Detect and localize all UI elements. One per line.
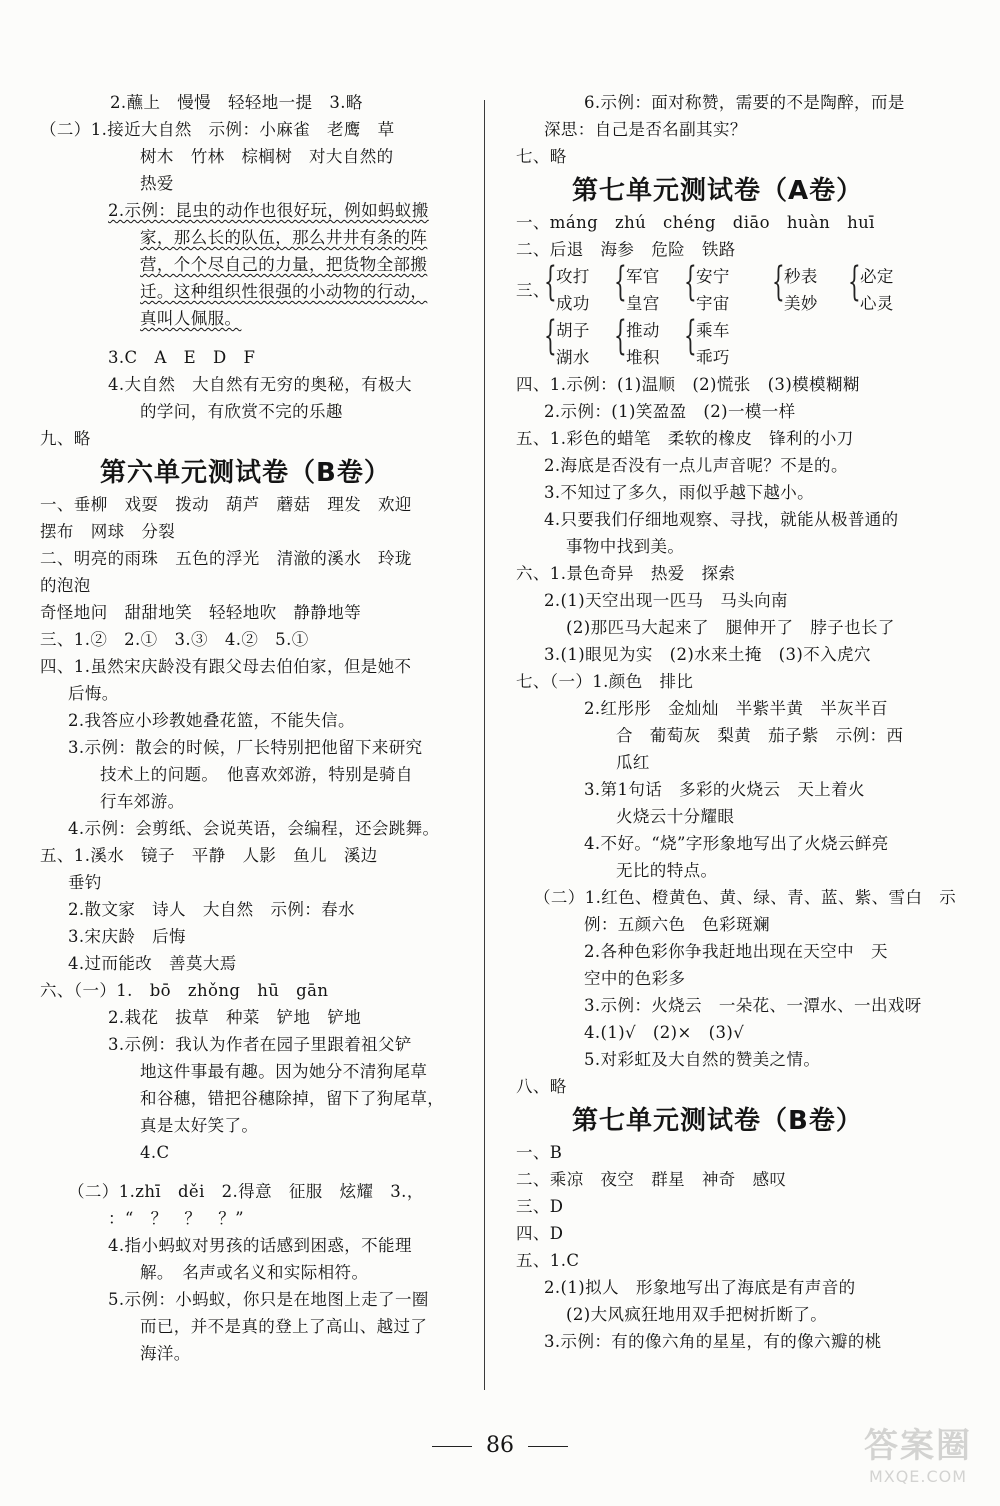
answer-line: 安宁 (696, 267, 730, 286)
answer-line: （二）1.接近大自然 示例：小麻雀 老鹰 草 (40, 120, 395, 139)
answer-line: 而已，并不是真的登上了高山、越过了 (140, 1317, 428, 1336)
answer-line: 一、垂柳 戏耍 拨动 葫芦 蘑菇 理发 欢迎 (40, 495, 412, 514)
answer-line: 技术上的问题。 他喜欢郊游，特别是骑自 (100, 765, 413, 784)
answer-line: 4.大自然 大自然有无穷的奥秘，有极大 (108, 375, 412, 394)
answer-line: 军官 (626, 267, 660, 286)
answer-line: 3.示例：火烧云 一朵花、一潭水、一出戏呀 (584, 996, 922, 1015)
answer-line: 五、1.溪水 镜子 平静 人影 鱼儿 溪边 (40, 846, 378, 865)
answer-line: 垂钓 (68, 873, 102, 892)
answer-line: 合 葡萄灰 梨黄 茄子紫 示例：西 (616, 726, 904, 745)
page-number-text: 86 (486, 1433, 514, 1458)
watermark-line1: 答案圈 (864, 1426, 972, 1466)
answer-line: 无比的特点。 (616, 861, 718, 880)
watermark-logo (848, 1418, 988, 1498)
answer-line: 2.(1)天空出现一匹马 马头向南 (544, 591, 788, 610)
answer-line: 三、1.② 2.① 3.③ 4.② 5.① (40, 630, 309, 649)
answer-line: 皇宫 (626, 294, 660, 313)
answer-line: 事物中找到美。 (566, 537, 685, 556)
answer-line: 胡子 (556, 321, 590, 340)
answer-line: 4.不好。“烧”字形象地写出了火烧云鲜亮 (584, 834, 889, 853)
answer-line: 2.我答应小珍教她叠花篮，不能失信。 (68, 711, 355, 730)
brace-mark: { (684, 259, 697, 305)
answer-line: 二、乘凉 夜空 群星 神奇 感叹 (516, 1170, 787, 1189)
answer-line: ：“ ？ ？ ？” (108, 1209, 244, 1228)
answer-line: 七、（一）1.颜色 排比 (516, 672, 694, 691)
answer-line: 成功 (556, 294, 590, 313)
answer-line: 美妙 (784, 294, 818, 313)
answer-line: 2.(1)拟人 形象地写出了海底是有声音的 (544, 1278, 856, 1297)
answer-line: 3.不知过了多久，雨似乎越下越小。 (544, 483, 815, 502)
answer-line: 4.指小蚂蚁对男孩的话感到困惑，不能理 (108, 1236, 412, 1255)
answer-line: 真是太好笑了。 (140, 1116, 259, 1135)
answer-line: 2.蘸上 慢慢 轻轻地一提 3.略 (110, 93, 363, 112)
answer-line: 海洋。 (140, 1344, 191, 1363)
brace-mark: { (614, 313, 627, 359)
answer-line: 例：五颜六色 色彩斑斓 (584, 915, 770, 934)
answer-line: 真叫人佩服。 (140, 309, 242, 328)
dash-left (432, 1446, 472, 1447)
brace-mark: { (772, 259, 785, 305)
answer-line: 的学问，有欣赏不完的乐趣 (140, 402, 343, 421)
answer-line: 4.过而能改 善莫大焉 (68, 954, 237, 973)
answer-line: 地这件事最有趣。因为她分不清狗尾草 (140, 1062, 428, 1081)
answer-line: 4.(1)√ (2)× (3)√ (584, 1023, 745, 1042)
answer-line: 五、1.彩色的蜡笔 柔软的橡皮 锋利的小刀 (516, 429, 854, 448)
answer-line: 5.示例：小蚂蚁，你只是在地图上走了一圈 (108, 1290, 429, 1309)
answer-line: 一、B (516, 1143, 563, 1162)
answer-line: 湖水 (556, 348, 590, 367)
answer-line: 和谷穗，错把谷穗除掉，留下了狗尾草， (140, 1089, 445, 1108)
answer-line: 2.红彤彤 金灿灿 半紫半黄 半灰半百 (584, 699, 888, 718)
brace-mark: { (614, 259, 627, 305)
answer-line: 必定 (860, 267, 894, 286)
answer-line: 迁。这种组织性很强的小动物的行动， (140, 282, 428, 301)
answer-line: 热爱 (140, 174, 174, 193)
answer-line: 空中的色彩多 (584, 969, 686, 988)
answer-line: 七、略 (516, 147, 567, 166)
section-title: 第六单元测试卷（B卷） (100, 458, 391, 488)
answer-line: 三、D (516, 1197, 564, 1216)
answer-line: 3.(1)眼见为实 (2)水来土掩 (3)不入虎穴 (544, 645, 871, 664)
answer-line: 营，个个尽自己的力量，把货物全部搬 (140, 255, 428, 274)
answer-line: 4.示例：会剪纸、会说英语，会编程，还会跳舞。 (68, 819, 440, 838)
answer-line: 3.示例：我认为作者在园子里跟着祖父铲 (108, 1035, 412, 1054)
answer-line: 四、1.示例：(1)温顺 (2)慌张 (3)模模糊糊 (516, 375, 860, 394)
brace-mark: { (684, 313, 697, 359)
answer-line: 3.示例：有的像六角的星星，有的像六瓣的桃 (544, 1332, 882, 1351)
brace-mark: { (544, 259, 557, 305)
section-title: 第七单元测试卷（A卷） (572, 176, 864, 206)
answer-line: 6.示例：面对称赞，需要的不是陶醉，而是 (584, 93, 905, 112)
answer-line: 后悔。 (68, 684, 119, 703)
answer-line: 2.各种色彩你争我赶地出现在天空中 天 (584, 942, 888, 961)
answer-line: 宇宙 (696, 294, 730, 313)
answer-line: (2)大风疯狂地用双手把树折断了。 (566, 1305, 828, 1324)
answer-line: 2.散文家 诗人 大自然 示例：春水 (68, 900, 355, 919)
answer-line: (2)那匹马大起来了 腿伸开了 脖子也长了 (566, 618, 895, 637)
answer-line: 奇怪地问 甜甜地笑 轻轻地吹 静静地等 (40, 603, 362, 622)
answer-line: 秒表 (784, 267, 818, 286)
answer-line: 行车郊游。 (100, 792, 185, 811)
answer-line: 四、1.虽然宋庆龄没有跟父母去伯伯家，但是她不 (40, 657, 412, 676)
answer-line: 一、máng zhú chéng diāo huàn huī (516, 213, 875, 232)
answer-line: 家，那么长的队伍，那么井井有条的阵 (140, 228, 428, 247)
answer-line: 树木 竹林 棕榈树 对大自然的 (140, 147, 394, 166)
answer-line: 2.示例：(1)笑盈盈 (2)一模一样 (544, 402, 796, 421)
answer-line: 2.栽花 拔草 种菜 铲地 铲地 (108, 1008, 362, 1027)
answer-line: 瓜红 (616, 753, 650, 772)
answer-line: 3.示例：散会的时候，厂长特别把他留下来研究 (68, 738, 423, 757)
answer-line: 深思：自己是否名副其实？ (544, 120, 747, 139)
answer-line: 攻打 (556, 267, 590, 286)
answer-line: 四、D (516, 1224, 564, 1243)
answer-line: 二、后退 海参 危险 铁路 (516, 240, 736, 259)
answer-line: 4.只要我们仔细地观察、寻找，就能从极普通的 (544, 510, 899, 529)
answer-line: 5.对彩虹及大自然的赞美之情。 (584, 1050, 821, 1069)
answer-line: 4.C (140, 1143, 170, 1162)
answer-line: 六、1.景色奇异 热爱 探索 (516, 564, 736, 583)
answer-line: 2.海底是否没有一点儿声音呢？不是的。 (544, 456, 848, 475)
answer-line: 解。 名声或名义和实际相符。 (140, 1263, 369, 1282)
answer-line: 八、略 (516, 1077, 567, 1096)
column-divider (484, 100, 485, 1390)
answer-line: 堆积 (626, 348, 660, 367)
answer-line: 3.第1句话 多彩的火烧云 天上着火 (584, 780, 865, 799)
answer-line: 乘车 (696, 321, 730, 340)
brace-mark: { (848, 259, 861, 305)
answer-line: 三、 (516, 281, 550, 300)
answer-line: 推动 (626, 321, 660, 340)
answer-line: 摆布 网球 分裂 (40, 522, 176, 541)
answer-line: 九、略 (40, 429, 91, 448)
answer-line: 乖巧 (696, 348, 730, 367)
answer-line: 火烧云十分耀眼 (616, 807, 735, 826)
answer-line: （二）1.红色、橙黄色、黄、绿、青、蓝、紫、雪白 示 (534, 888, 957, 907)
answer-line: 六、（一）1. bō zhǒng hū gān (40, 981, 329, 1000)
brace-mark: { (544, 313, 557, 359)
answer-line: 的泡泡 (40, 576, 91, 595)
answer-line: （二）1.zhī děi 2.得意 征服 炫耀 3.， (68, 1182, 424, 1201)
watermark-line2: MXQE.COM (868, 1467, 968, 1486)
section-title: 第七单元测试卷（B卷） (572, 1106, 863, 1136)
answer-line: 五、1.C (516, 1251, 580, 1270)
dash-right (528, 1446, 568, 1447)
answer-line: 3.宋庆龄 后悔 (68, 927, 186, 946)
answer-line: 2.示例：昆虫的动作也很好玩，例如蚂蚁搬 (108, 201, 429, 220)
answer-line: 心灵 (860, 294, 894, 313)
answer-line: 二、明亮的雨珠 五色的浮光 清澈的溪水 玲珑 (40, 549, 412, 568)
answer-line: 3.C A E D F (108, 348, 256, 367)
